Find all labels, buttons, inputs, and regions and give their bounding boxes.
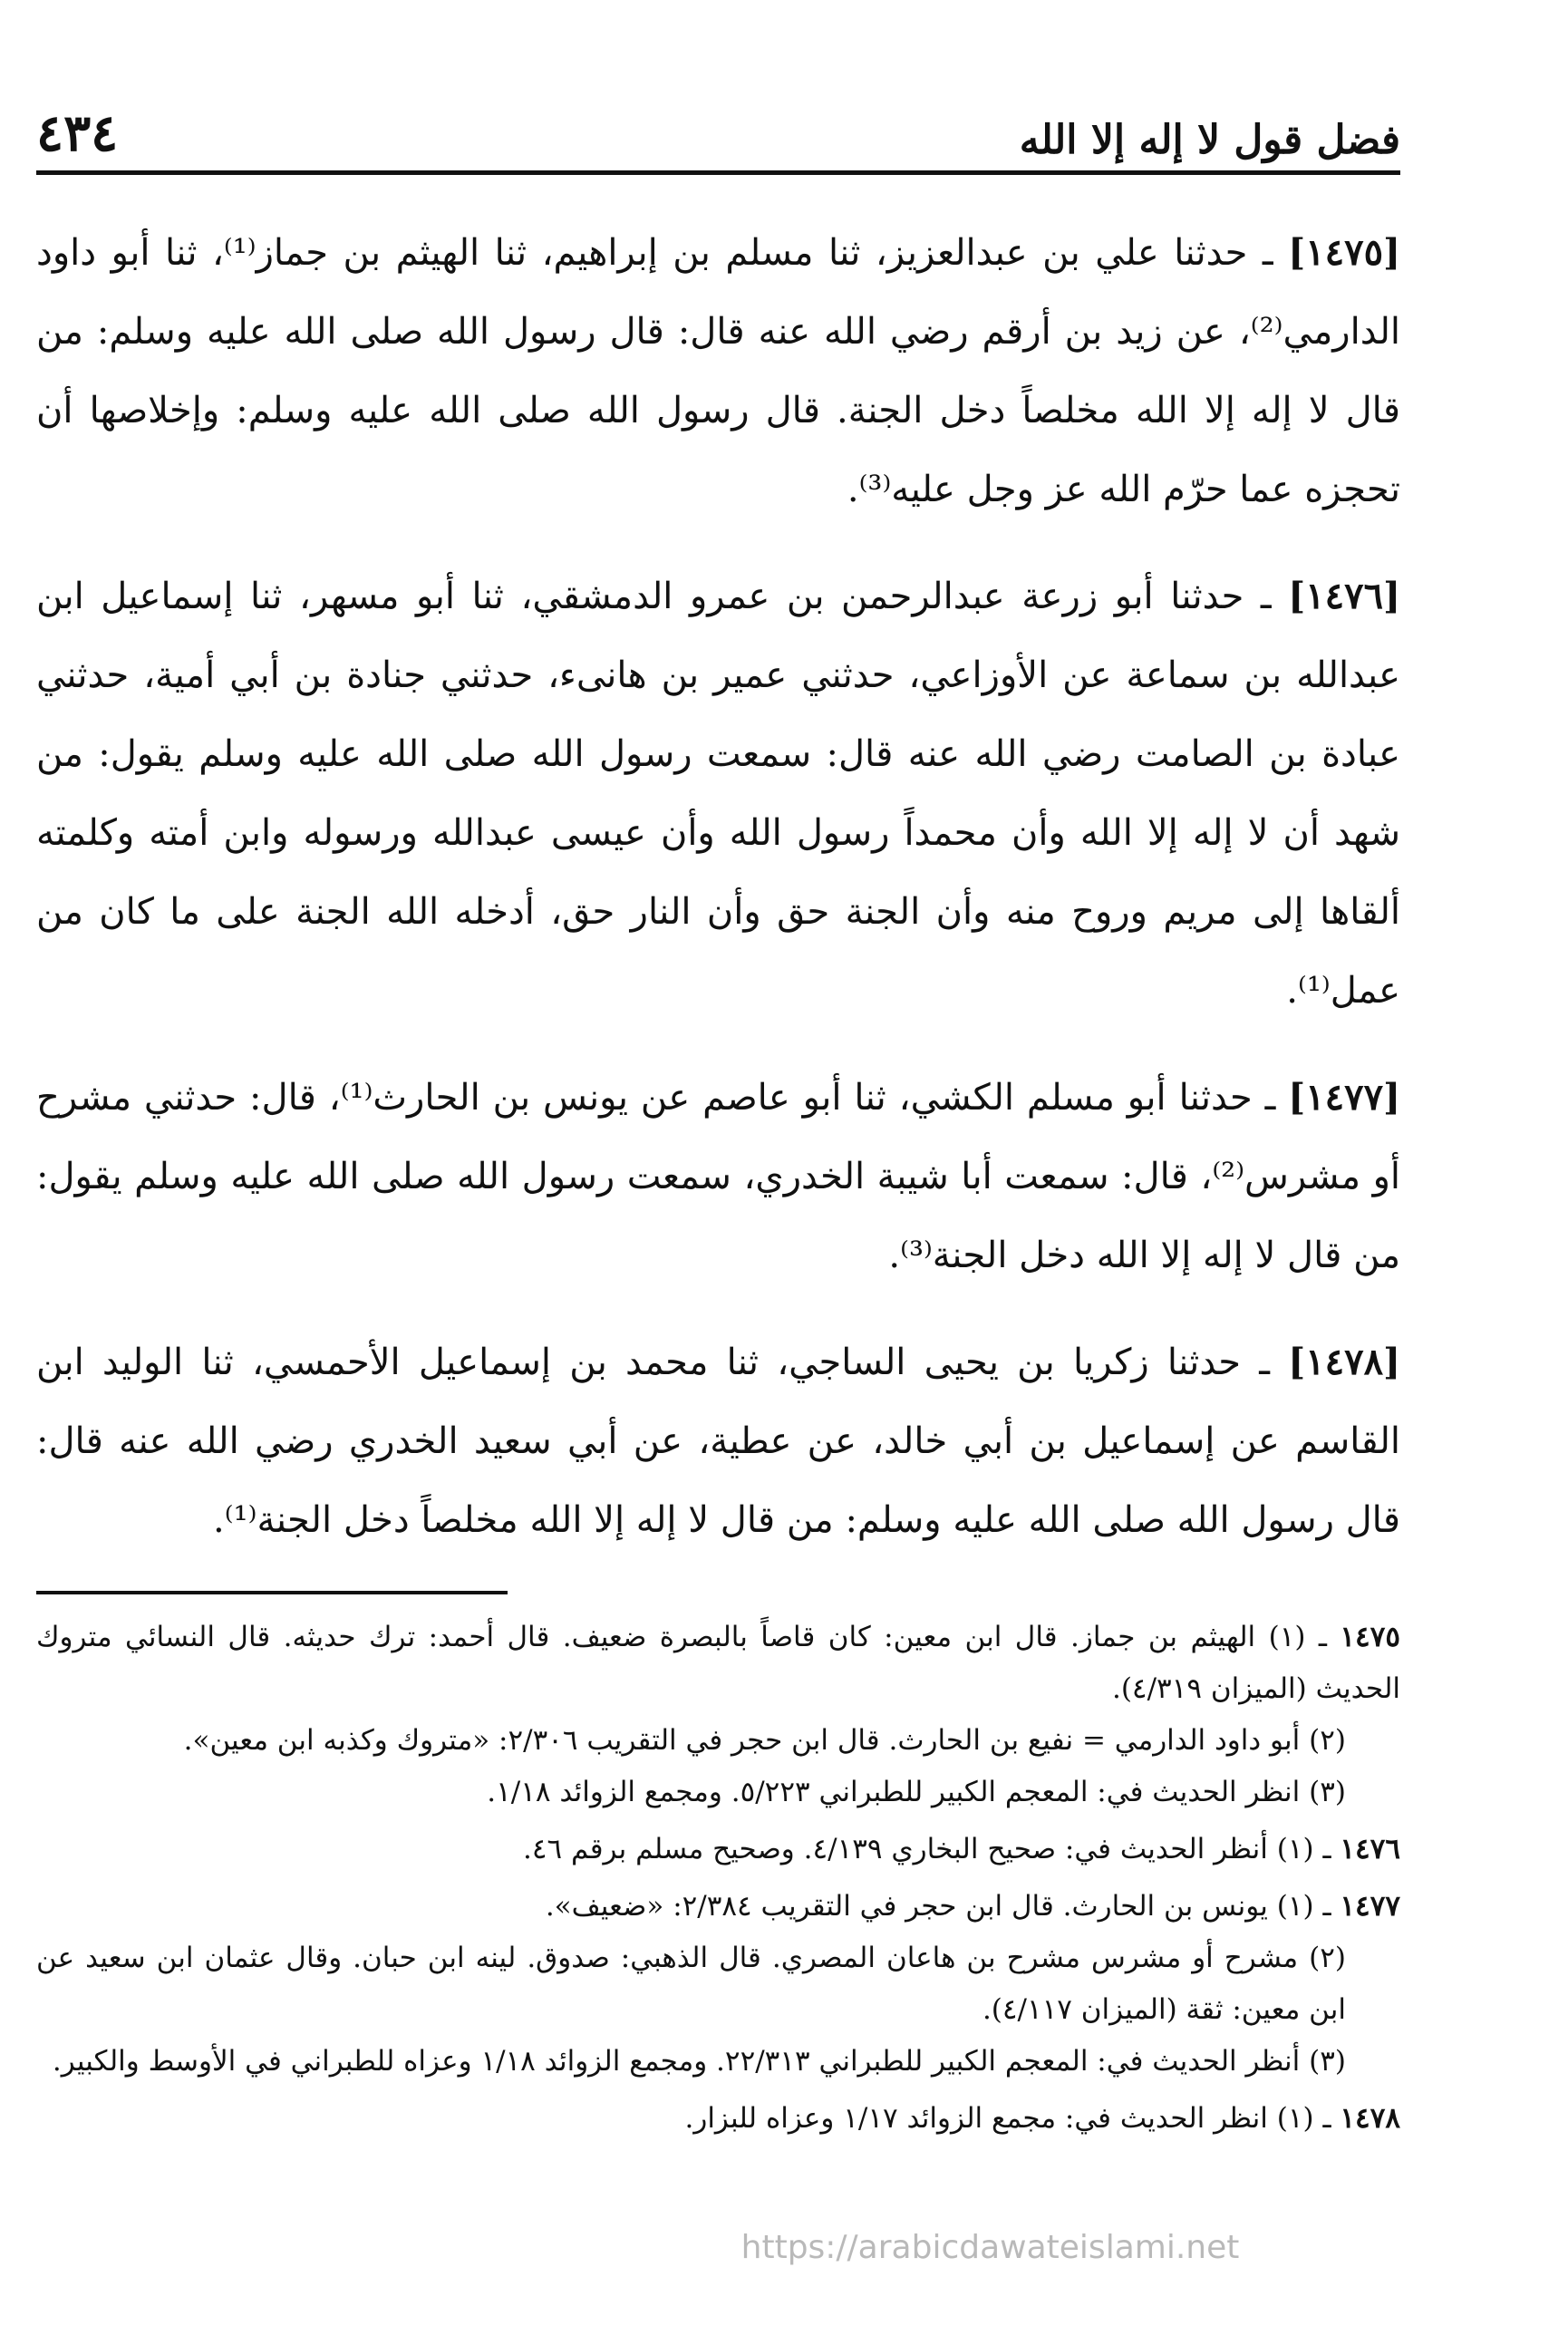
book-page: [36, 54, 1400, 2302]
hadith-number: [١٤٧٥]: [1288, 231, 1401, 274]
footnote-hadith-number: ١٤٧٦: [1340, 1833, 1400, 1865]
footnote-text: ـ (١) يونس بن الحارث. قال ابن حجر في التقريب ٢/٣٨٤: «ضعيف».: [545, 1890, 1331, 1923]
hadith-number: [١٤٧٧]: [1288, 1076, 1400, 1119]
hadith-1478: [36, 1323, 1400, 1560]
footnote-line: [36, 2093, 1400, 2145]
footnote-line: [36, 1612, 1400, 1715]
hadith-1475: [36, 213, 1400, 529]
hadith-number: [١٤٧٨]: [1288, 1341, 1400, 1383]
hadith-text: ـ حدثنا زكريا بن يحيى الساجي، ثنا محمد بن إسماعيل الأحمسي، ثنا الوليد ابن القاسم عن إسماعيل بن أبي خالد، عن عطية، عن أبي سعيد الخدري رضي الله عنه قال: قال رسول الله صلى الله عليه وسلم: من قال لا إله إلا الله مخلصاً دخل الجنة⁽¹⁾.: [36, 1342, 1400, 1541]
footnote-line: [36, 1824, 1400, 1875]
footnote-rule: [36, 1591, 508, 1594]
footnote-hadith-number: ١٤٧٥: [1340, 1621, 1400, 1653]
footnote-group-1475: [36, 1612, 1400, 1818]
page-header: [36, 91, 1400, 163]
hadith-1476: [36, 557, 1400, 1031]
hadith-text: ـ حدثنا أبو زرعة عبدالرحمن بن عمرو الدمشقي، ثنا أبو مسهر، ثنا إسماعيل ابن عبدالله بن سماعة عن الأوزاعي، حدثني عمير بن هانىء، حدثني جنادة بن أبي أمية، حدثني عبادة بن الصامت رضي الله عنه قال: سمعت رسول الله صلى الله عليه وسلم يقول: من شهد أن لا إله إلا الله وأن محمداً رسول الله وأن عيسى عبدالله ورسوله وابن أمته وكلمته ألقاها إلى مريم وروح منه وأن الجنة حق وأن النار حق، أدخله الله الجنة على ما كان من عمل⁽¹⁾.: [36, 576, 1400, 1012]
hadith-text: ـ حدثنا أبو مسلم الكشي، ثنا أبو عاصم عن يونس بن الحارث⁽¹⁾، قال: حدثني مشرح أو مشرس⁽²⁾، قال: سمعت أبا شيبة الخدري، سمعت رسول الله صلى الله عليه وسلم يقول: من قال لا إله إلا الله دخل الجنة⁽³⁾.: [36, 1077, 1401, 1276]
footnote-text: ـ (١) أنظر الحديث في: صحيح البخاري ٤/١٣٩. وصحيح مسلم برقم ٤٦.: [523, 1833, 1331, 1865]
hadith-text: ـ حدثنا علي بن عبدالعزيز، ثنا مسلم بن إبراهيم، ثنا الهيثم بن جماز⁽¹⁾، ثنا أبو داود الدارمي⁽²⁾، عن زيد بن أرقم رضي الله عنه قال: قال رسول الله صلى الله عليه وسلم: من قال لا إله إلا الله مخلصاً دخل الجنة. قال رسول الله صلى الله عليه وسلم: وإخلاصها أن تحجزه عما حرّم الله عز وجل عليه⁽³⁾.: [36, 232, 1400, 510]
footnote-group-1476: [36, 1824, 1400, 1875]
footnotes: [36, 1612, 1400, 2150]
footnote-line: (٢) أبو داود الدارمي = نفيع بن الحارث. قال ابن حجر في التقريب ٢/٣٠٦: «متروك وكذبه ابن معين».: [183, 1724, 1346, 1757]
hadith-1477: [36, 1058, 1400, 1295]
footnote-hadith-number: ١٤٧٨: [1340, 2102, 1400, 2135]
page-number: ٤٣٤: [36, 103, 119, 163]
footnote-line: (٣) أنظر الحديث في: المعجم الكبير للطبراني ٢٢/٣١٣. ومجمع الزوائد ١/١٨ وعزاه للطبراني في الأوسط والكبير.: [52, 2045, 1346, 2078]
footnote-text: ـ (١) الهيثم بن جماز. قال ابن معين: كان قاصاً بالبصرة ضعيف. قال أحمد: ترك حديثه. قال النسائي متروك الحديث (الميزان ٤/٣١٩).: [36, 1621, 1400, 1705]
footnote-hadith-number: ١٤٧٧: [1340, 1890, 1400, 1923]
footnote-line: (٢) مشرح أو مشرس مشرح بن هاعان المصري. قال الذهبي: صدوق. لينه ابن حبان. وقال عثمان ابن سعيد عن ابن معين: ثقة (الميزان ٤/١١٧).: [36, 1942, 1346, 2026]
header-rule: [36, 170, 1400, 175]
footnote-group-1478: [36, 2093, 1400, 2145]
footnote-line: (٣) انظر الحديث في: المعجم الكبير للطبراني ٥/٢٢٣. ومجمع الزوائد ١/١٨.: [487, 1776, 1346, 1808]
hadith-body: [36, 213, 1400, 1587]
running-title: فضل قول لا إله إلا الله: [1019, 117, 1400, 163]
footnote-text: ـ (١) انظر الحديث في: مجمع الزوائد ١/١٧ وعزاه للبزار.: [684, 2102, 1331, 2135]
hadith-number: [١٤٧٦]: [1288, 575, 1400, 617]
watermark-url: https://arabicdawateislami.net: [740, 2229, 1240, 2266]
footnote-group-1477: [36, 1881, 1400, 2088]
footnote-line: [36, 1881, 1400, 1933]
